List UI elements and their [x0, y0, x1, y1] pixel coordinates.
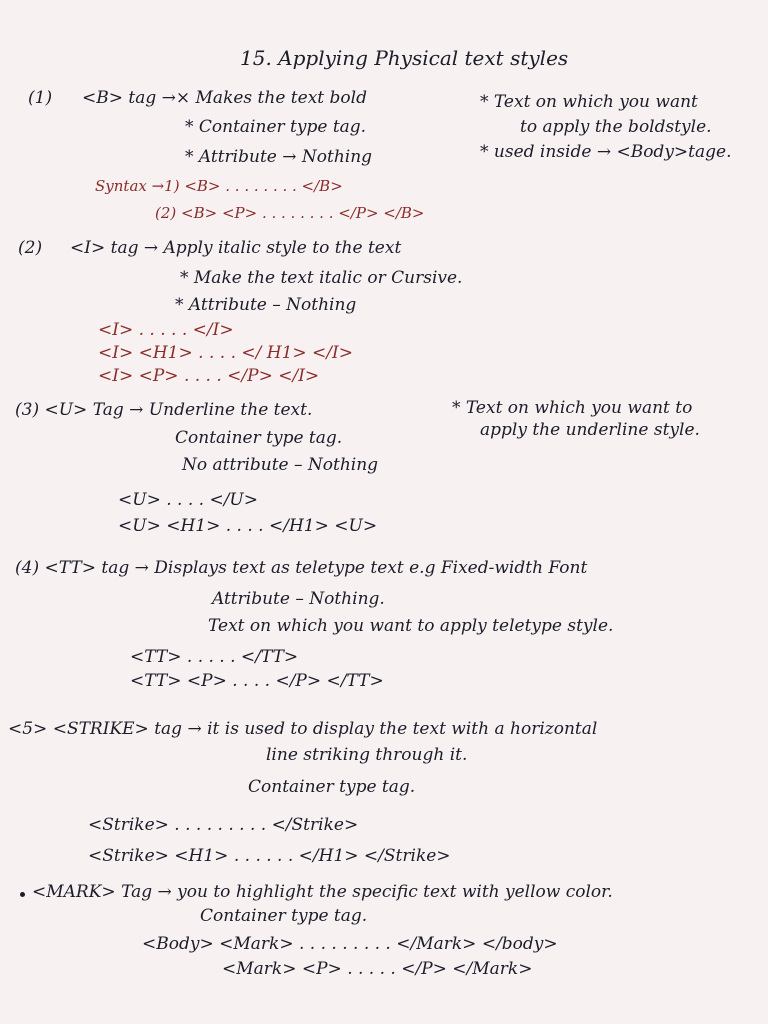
section-3-bullet-1: Container type tag. — [175, 428, 343, 448]
page-title: 15. Applying Physical text styles — [240, 46, 569, 70]
section-5-example-1: <Strike> . . . . . . . . . </Strike> — [88, 815, 359, 835]
section-3-heading: (3) <U> Tag → Underline the text. — [15, 400, 313, 420]
section-2-example-3: <I> <P> . . . . </P> </I> — [98, 366, 320, 386]
section-1-syntax-1: Syntax →1) <B> . . . . . . . . </B> — [95, 177, 343, 195]
section-6-example-1: <Body> <Mark> . . . . . . . . . </Mark> </body> — [142, 934, 558, 954]
section-1-syntax-2: (2) <B> <P> . . . . . . . . </P> </B> — [155, 204, 425, 222]
section-6-example-2: <Mark> <P> . . . . . </P> </Mark> — [222, 959, 533, 979]
section-3-example-1: <U> . . . . </U> — [118, 490, 258, 510]
section-4-bullet-2: Text on which you want to apply teletype style. — [208, 616, 614, 636]
section-1-note-3: * used inside → <Body>tage. — [480, 142, 732, 162]
bullet-dot — [20, 892, 25, 897]
section-2-number: (2) — [18, 238, 43, 258]
section-2-bullet-2: * Attribute – Nothing — [175, 295, 357, 315]
section-3-bullet-2: No attribute – Nothing — [182, 455, 379, 475]
section-5-example-2: <Strike> <H1> . . . . . . </H1> </Strike> — [88, 846, 451, 866]
section-3-example-2: <U> <H1> . . . . </H1> <U> — [118, 516, 378, 536]
section-6-bullet-1: Container type tag. — [200, 906, 368, 926]
section-4-example-1: <TT> . . . . . </TT> — [130, 647, 299, 667]
section-3-note-2: apply the underline style. — [480, 420, 700, 440]
section-4-example-2: <TT> <P> . . . . </P> </TT> — [130, 671, 384, 691]
section-1-bullet-2: * Attribute → Nothing — [185, 147, 373, 167]
section-5-heading: <5> <STRIKE> tag → it is used to display the text with a horizontal — [8, 719, 598, 739]
section-2-example-1: <I> . . . . . </I> — [98, 320, 234, 340]
section-1-note-2: to apply the boldstyle. — [520, 117, 712, 137]
section-4-heading: (4) <TT> tag → Displays text as teletype text e.g Fixed-width Font — [15, 558, 588, 578]
section-2-bullet-1: * Make the text italic or Cursive. — [180, 268, 463, 288]
section-1-heading: <B> tag →× Makes the text bold — [82, 88, 367, 108]
section-5-heading-cont: line striking through it. — [266, 745, 468, 765]
section-2-heading: <I> tag → Apply italic style to the text — [70, 238, 402, 258]
section-3-note-1: * Text on which you want to — [452, 398, 693, 418]
section-1-note-1: * Text on which you want — [480, 92, 698, 112]
section-4-bullet-1: Attribute – Nothing. — [212, 589, 385, 609]
section-5-bullet-1: Container type tag. — [248, 777, 416, 797]
section-1-number: (1) — [28, 88, 53, 108]
section-6-heading: <MARK> Tag → you to highlight the specific text with yellow color. — [32, 882, 613, 902]
section-1-bullet-1: * Container type tag. — [185, 117, 367, 137]
section-2-example-2: <I> <H1> . . . . </ H1> </I> — [98, 343, 353, 363]
